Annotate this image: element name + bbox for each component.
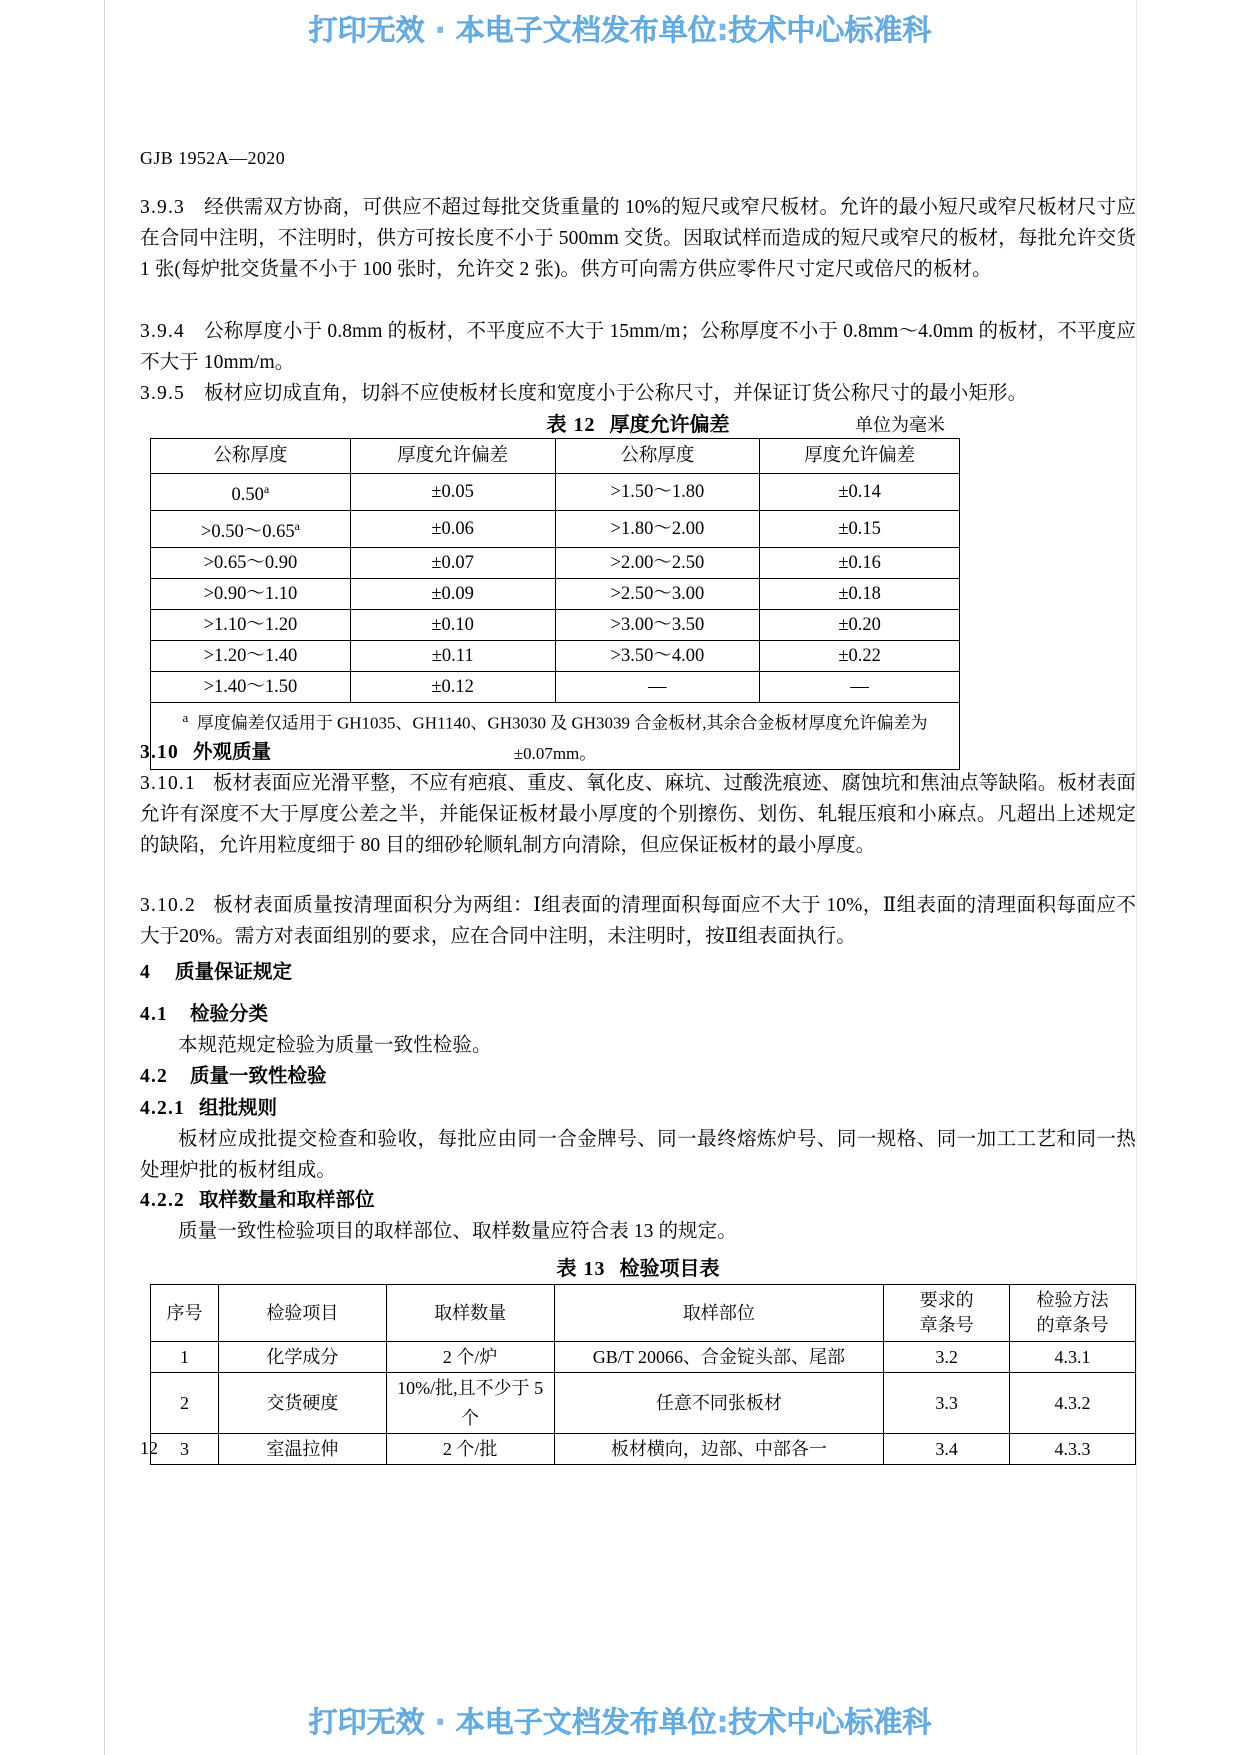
watermark-top: 打印无效 · 本电子文档发布单位:技术中心标准科 — [308, 13, 932, 47]
clause-3-10-2-number: 3.10.2 — [140, 895, 196, 916]
table-13-cell: 2 — [151, 1373, 219, 1434]
table-13-cell: 化学成分 — [218, 1342, 386, 1373]
clause-3-9-5-text: 板材应切成直角，切斜不应使板材长度和宽度小于公称尺寸，并保证订货公称尺寸的最小矩形。 — [203, 383, 1028, 404]
table-12-header-cell: 厚度允许偏差 — [350, 439, 555, 474]
table-13-header-line1: 要求的 — [919, 1290, 974, 1310]
table-12-cell: ±0.16 — [760, 548, 960, 579]
table-13-header-cell: 序号 — [151, 1285, 219, 1342]
table-13-cell: 1 — [151, 1342, 219, 1373]
table-13-cell: 2 个/炉 — [386, 1342, 554, 1373]
table-12-cell: >0.65～0.90 — [151, 548, 351, 579]
table-row — [151, 511, 960, 548]
section-3-10-title: 外观质量 — [192, 742, 271, 763]
section-4-1-title: 检验分类 — [189, 1004, 268, 1025]
table-12-cell: ±0.07 — [350, 548, 555, 579]
table-12-cell: ±0.06 — [350, 511, 555, 548]
section-4-2-title: 质量一致性检验 — [189, 1066, 327, 1087]
table-row — [151, 672, 960, 703]
table-13-cell: 3.3 — [884, 1373, 1010, 1434]
table-12-footnote-cell — [151, 703, 960, 770]
table-row — [151, 610, 960, 641]
table-12-footnote-text: 厚度偏差仅适用于 GH1035、GH1140、GH3030 及 GH3039 合金板材,其余合金板材厚度允许偏差为±0.07mm。 — [196, 713, 928, 763]
table-12-footnote-marker: a — [182, 710, 189, 726]
table-12-cell: >1.10～1.20 — [151, 610, 351, 641]
table-12-cell: 0.50$^a$ — [151, 474, 351, 511]
table-13-header-row — [151, 1285, 1136, 1342]
table-12-cell: ±0.09 — [350, 579, 555, 610]
table-row — [151, 548, 960, 579]
table-12-unit-note: 单位为毫米 — [855, 415, 945, 435]
table-12-cell: ±0.10 — [350, 610, 555, 641]
page-edge-line-right — [1136, 0, 1137, 1755]
table-12-cell: ±0.14 — [760, 474, 960, 511]
section-heading-3-10 — [140, 738, 271, 768]
section-4-1-body: 本规范规定检验为质量一致性检验。 — [178, 1035, 492, 1056]
table-12-cell: ±0.18 — [760, 579, 960, 610]
table-13-cell: 交货硬度 — [218, 1373, 386, 1434]
watermark-bottom: 打印无效 · 本电子文档发布单位:技术中心标准科 — [308, 1705, 932, 1739]
table-13-cell: 2 个/批 — [386, 1434, 554, 1465]
section-heading-4-2-1 — [140, 1094, 277, 1124]
table-13-caption-number: 表 13 — [556, 1258, 606, 1280]
clause-3-10-2-text: 板材表面质量按清理面积分为两组：Ⅰ组表面的清理面积每面应不大于 10%，Ⅱ组表面的清理面积每面应不大于20%。需方对表面组别的要求，应在合同中注明，未注明时，按Ⅱ组表面执行。 — [140, 895, 1136, 947]
table-13-cell: 3.4 — [884, 1434, 1010, 1465]
section-4-2-1-number: 4.2.1 — [140, 1098, 185, 1119]
section-4-2-1-title: 组批规则 — [199, 1098, 278, 1119]
table-12-cell: >2.50～3.00 — [555, 579, 760, 610]
table-12-header-cell: 公称厚度 — [151, 439, 351, 474]
section-heading-4-1 — [140, 1000, 268, 1030]
table-row — [151, 1342, 1136, 1373]
table-13-caption-text: 检验项目表 — [619, 1258, 720, 1280]
table-13-cell: 4.3.1 — [1010, 1342, 1136, 1373]
table-13-cell: 4.3.3 — [1010, 1434, 1136, 1465]
clause-3-10-1-number: 3.10.1 — [140, 773, 196, 794]
section-4-2-2-title: 取样数量和取样部位 — [199, 1190, 375, 1211]
table-13-header-cell: 取样部位 — [554, 1285, 884, 1342]
section-4-2-number: 4.2 — [140, 1066, 168, 1087]
table-13-cell: 3 — [151, 1434, 219, 1465]
clause-3-9-5-number: 3.9.5 — [140, 383, 185, 404]
table-row — [151, 641, 960, 672]
section-4-number: 4 — [140, 962, 151, 983]
table-12-cell: — — [555, 672, 760, 703]
clause-3-9-5 — [140, 378, 1136, 409]
table-row — [151, 1434, 1136, 1465]
table-13-header-line2: 章条号 — [919, 1315, 974, 1335]
table-12-cell: ±0.11 — [350, 641, 555, 672]
clause-3-9-4 — [140, 316, 1136, 378]
section-3-10-number: 3.10 — [140, 742, 179, 763]
table-row — [151, 1373, 1136, 1434]
table-12-header-row — [151, 439, 960, 474]
section-heading-4-2-2 — [140, 1186, 375, 1216]
section-4-1-number: 4.1 — [140, 1004, 168, 1025]
table-12-cell: — — [760, 672, 960, 703]
table-12-cell: >1.80～2.00 — [555, 511, 760, 548]
table-12-cell: >1.40～1.50 — [151, 672, 351, 703]
table-13-header-line1: 检验方法 — [1036, 1290, 1109, 1310]
clause-3-10-2 — [140, 890, 1136, 952]
clause-3-9-3-text: 经供需双方协商，可供应不超过每批交货重量的 10%的短尺或窄尺板材。允许的最小短尺或窄尺板材尺寸应在合同中注明，不注明时，供方可按长度不小于 500mm 交货。因取试样而造成的短尺或窄尺的板材，每批允许交货 1 张(每炉批交货量不小于 100 张时，允许交 2 张)。供方可向需方供应零件尺寸定尺或倍尺的板材。 — [140, 197, 1136, 280]
table-12-cell: >3.00～3.50 — [555, 610, 760, 641]
table-12-cell: ±0.12 — [350, 672, 555, 703]
table-13-cell: 3.2 — [884, 1342, 1010, 1373]
table-row — [151, 579, 960, 610]
table-12-cell: ±0.22 — [760, 641, 960, 672]
table-12-caption-number: 表 12 — [546, 414, 596, 436]
page-edge-line-left — [104, 0, 105, 1755]
table-13 — [150, 1284, 1136, 1465]
section-heading-4-2 — [140, 1062, 327, 1092]
table-12-cell: ±0.05 — [350, 474, 555, 511]
table-13-cell: 室温拉伸 — [218, 1434, 386, 1465]
table-13-header-cell — [1010, 1285, 1136, 1342]
table-row — [151, 474, 960, 511]
table-12-cell: >3.50～4.00 — [555, 641, 760, 672]
section-4-title: 质量保证规定 — [174, 962, 292, 983]
clause-3-9-4-text: 公称厚度小于 0.8mm 的板材，不平度应不大于 15mm/m；公称厚度不小于 0.8mm～4.0mm 的板材，不平度应不大于 10mm/m。 — [140, 321, 1136, 373]
clause-3-9-3 — [140, 192, 1136, 285]
table-12 — [150, 438, 960, 770]
table-12-header-cell: 公称厚度 — [555, 439, 760, 474]
table-13-cell: 10%/批,且不少于 5 个 — [386, 1373, 554, 1434]
table-12-cell: >0.50～0.65$^a$ — [151, 511, 351, 548]
section-4-2-2-body: 质量一致性检验项目的取样部位、取样数量应符合表 13 的规定。 — [178, 1221, 737, 1242]
table-13-cell: 4.3.2 — [1010, 1373, 1136, 1434]
table-12-footnote-row — [151, 703, 960, 770]
section-4-2-2-number: 4.2.2 — [140, 1190, 185, 1211]
clause-3-10-1 — [140, 768, 1136, 861]
page-number: 12 — [140, 1438, 158, 1458]
clause-3-10-1-text: 板材表面应光滑平整，不应有疤痕、重皮、氧化皮、麻坑、过酸洗痕迹、腐蚀坑和焦油点等缺陷。板材表面允许有深度不大于厚度公差之半，并能保证板材最小厚度的个别擦伤、划伤、轧辊压痕和小麻点。凡超出上述规定的缺陷，允许用粒度细于 80 目的细砂轮顺轧制方向清除，但应保证板材的最小厚度。 — [140, 773, 1136, 856]
section-heading-4 — [140, 958, 292, 988]
table-13-caption — [140, 1252, 1136, 1281]
table-12-cell: ±0.20 — [760, 610, 960, 641]
table-12-cell: >1.50～1.80 — [555, 474, 760, 511]
table-13-cell: GB/T 20066、合金锭头部、尾部 — [554, 1342, 884, 1373]
table-13-header-cell: 检验项目 — [218, 1285, 386, 1342]
table-13-cell: 板材横向，边部、中部各一 — [554, 1434, 884, 1465]
table-13-header-cell — [884, 1285, 1010, 1342]
section-4-2-1-body: 板材应成批提交检查和验收，每批应由同一合金牌号、同一最终熔炼炉号、同一规格、同一加工工艺和同一热处理炉批的板材组成。 — [140, 1129, 1136, 1181]
table-12-caption-text: 厚度允许偏差 — [609, 414, 730, 436]
table-12-cell: ±0.15 — [760, 511, 960, 548]
running-head: GJB 1952A—2020 — [140, 148, 286, 168]
table-13-header-line2: 的章条号 — [1036, 1315, 1109, 1335]
table-12-header-cell: 厚度允许偏差 — [760, 439, 960, 474]
table-13-header-cell: 取样数量 — [386, 1285, 554, 1342]
table-12-caption — [140, 408, 1136, 437]
table-12-cell: >1.20～1.40 — [151, 641, 351, 672]
clause-3-9-3-number: 3.9.3 — [140, 197, 185, 218]
table-12-cell: >2.00～2.50 — [555, 548, 760, 579]
table-12-cell: >0.90～1.10 — [151, 579, 351, 610]
table-13-cell: 任意不同张板材 — [554, 1373, 884, 1434]
clause-3-9-4-number: 3.9.4 — [140, 321, 185, 342]
